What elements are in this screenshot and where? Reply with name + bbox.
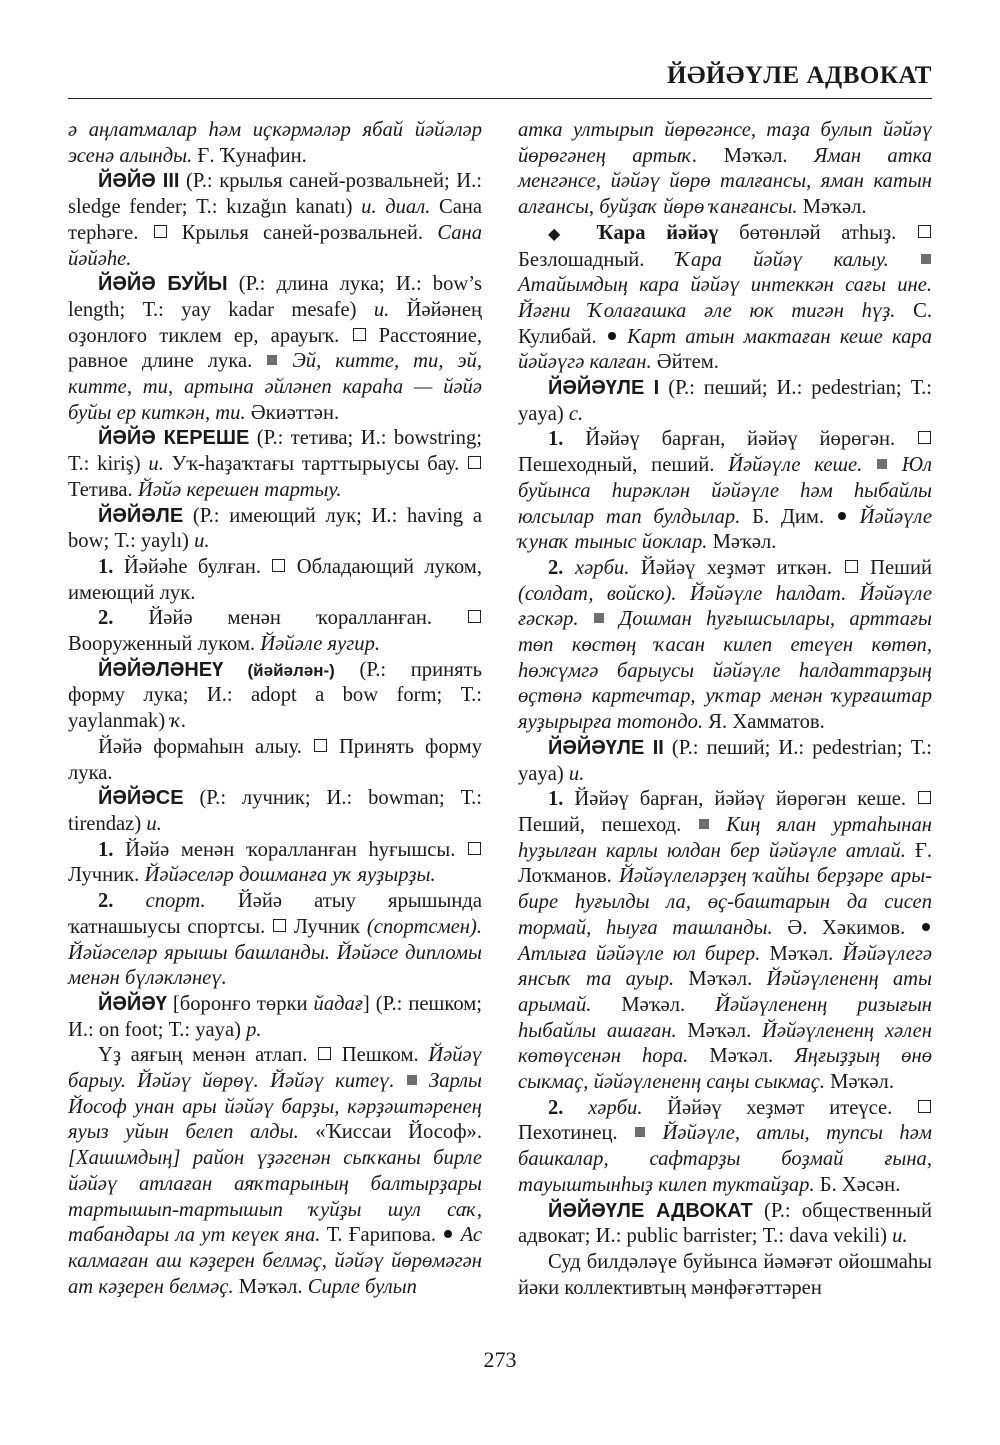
- sense-number: 2.: [548, 556, 564, 579]
- entry-yayau: [68, 992, 482, 1043]
- example-text: Сана йәйәһе.: [68, 221, 482, 270]
- proverb-text: Йәйәүле ҡунаҡ тыныс йоклар.: [518, 505, 933, 554]
- grammar-note: (Р.: пеший; И.: pedestrian; Т.: yaya): [518, 736, 932, 785]
- definition: Уҡ-һаҙаҡтағы тарттырыусы бау.: [163, 453, 467, 476]
- left-column: [68, 118, 482, 1300]
- part-of-speech: и.: [373, 298, 390, 321]
- sense-2: [518, 556, 932, 736]
- citation: Әкиәттән.: [245, 401, 340, 424]
- white-square-icon: [468, 456, 481, 469]
- example-text: Эй, китте, ти, эй, китте, ти, артына әйләнеп караһа — йәйә буйы ер киткән, ти.: [68, 350, 482, 424]
- headword: ЙӘЙӘ III: [98, 170, 180, 193]
- grammar-note: ] (Р.: пешком; И.: on foot; Т.: yaya): [68, 992, 482, 1041]
- headword-stem: (йәйәлән-): [223, 660, 335, 680]
- citation: Мәҡәл.: [697, 144, 814, 167]
- proverb-text: Ас калмаған аш кәҙерен белмәҫ, йәйәү йөрөмәгән ат кәҙерен белмәҫ.: [68, 1224, 482, 1298]
- entry-yayau-definition: [68, 1043, 482, 1300]
- headword: ЙӘЙӘЛӘНЕҮ: [98, 658, 224, 681]
- headword: ЙӘЙӘҮ: [98, 992, 167, 1015]
- running-head: ЙӘЙӘҮЛЕ АДВОКАТ: [667, 62, 932, 89]
- sense-2: [518, 1096, 932, 1199]
- sense-number: 2.: [98, 607, 114, 630]
- entry-yayale: [68, 504, 482, 555]
- definition: бөтөнләй атһыҙ.: [718, 221, 917, 244]
- example-text: Йәйәүлеләрҙең ҡайһы берҙәре ары-бире һуғылды ла, өҫ-баштарын да сисеп тормай, һыуға ташланды.: [518, 865, 932, 939]
- translation: Пешеходный, пеший.: [518, 454, 729, 477]
- citation: Ғ. Лоҡманов.: [518, 839, 932, 888]
- part-of-speech: и.: [892, 1225, 908, 1248]
- citation: Мәҡәл.: [825, 1071, 894, 1094]
- grammar-note: (Р.: тетива; И.: bowstring; Т.: kiriş): [68, 427, 483, 476]
- citation: Я. Хамматов.: [703, 711, 825, 734]
- grammar-note: (Р.: длина лука; И.: bow’s length; Т.: yay kadar mesafe): [68, 273, 483, 321]
- example-text: Юл буйынса һирәклән йәйәүле һәм һыбайлы юлсылар тап булдылар.: [518, 454, 932, 528]
- black-square-icon: [699, 819, 709, 829]
- headword: ЙӘЙӘЛЕ: [98, 504, 184, 527]
- sense-1: [518, 787, 932, 1095]
- translation: Обладающий луком, имеющий лук.: [68, 555, 482, 604]
- entry-yayalaneu-definition: [68, 735, 482, 786]
- white-square-icon: [273, 919, 286, 932]
- headword: ЙӘЙӘСЕ: [98, 787, 184, 810]
- citation: Әйтем.: [651, 351, 719, 374]
- definition: Йәйәү хеҙмәт иткән.: [629, 556, 844, 579]
- definition: Йәйә менән ҡоралланған.: [113, 607, 467, 630]
- example-text: Атайымдың кара йәйәү интеккән сағы ине. Йәғни Ҡолағашка әле юк тигән һүҙ.: [518, 274, 932, 322]
- citation: Мәҡәл.: [760, 942, 843, 965]
- black-dot-icon: [608, 332, 616, 340]
- citation: Б. Дим.: [740, 505, 836, 528]
- citation: Мәҡәл.: [674, 968, 767, 991]
- headword: ЙӘЙӘҮЛЕ АДВОКАТ: [548, 1199, 753, 1222]
- citation: Т. Ғарипова.: [320, 1224, 443, 1247]
- proverb-text: Атлыға йәйәүле юл бирер.: [518, 942, 761, 965]
- proverb-text: Карт атын мактаған кеше кара йәйәүгә калған.: [518, 325, 933, 374]
- proverb-text: атка ултырып йөрөгәнсе, таҙа булып йәйәү йөрөгәнең артыҡ.: [518, 119, 932, 167]
- definition: Йәйә атыу ярышында ҡатнашыусы спортсы.: [68, 890, 482, 938]
- part-of-speech: р.: [246, 1018, 262, 1041]
- entry-yayaule-ii: [518, 736, 932, 787]
- translation: Принять форму лука.: [68, 735, 483, 784]
- etymology: йадағ: [313, 992, 363, 1015]
- example-text: Йәйәү барыу. Йәйәү йөрөү. Йәйәү китеү.: [68, 1044, 482, 1093]
- citation: Ә. Хәкимов.: [772, 916, 920, 939]
- white-square-icon: [272, 559, 285, 572]
- translation: Лучник: [287, 915, 367, 938]
- page-number: 273: [483, 1347, 517, 1372]
- example-text: Ҡара йәйәү калыу.: [675, 248, 921, 271]
- citation: Мәҡәл.: [233, 1275, 308, 1298]
- proverb-text: Йәйәүлененң хәлен көтөүсенән һора.: [518, 1019, 932, 1068]
- white-square-icon: [918, 791, 931, 804]
- entry-yaya-kereshe: [68, 426, 482, 503]
- black-square-icon: [594, 613, 604, 623]
- translation: Крылья саней-розвальней.: [167, 221, 438, 244]
- example-text: Йәйәле яугир.: [260, 633, 381, 656]
- entry-yayaule-i: [518, 376, 932, 427]
- proverb-text: Яман атка менгәнсе, йәйәү йөрө талғансы, яман катын алғансы, буйҙаҡ йөрө ҡанғансы.: [518, 144, 933, 219]
- entry-yayaule-advokat-definition: [518, 1250, 932, 1301]
- usage-label: хәрби.: [563, 1096, 643, 1119]
- definition: Йәйәү хеҙмәт итеүсе.: [642, 1096, 917, 1119]
- sense-1: [68, 555, 482, 606]
- black-square-icon: [407, 1075, 417, 1085]
- white-square-icon: [318, 1047, 331, 1060]
- header-rule: [68, 98, 932, 99]
- grammar-note: (Р.: принять форму лука; И.: adopt a bow form; Т.: yaylanmak): [68, 658, 482, 733]
- definition: Йәйәү барған, йәйәү йөрөгән кеше.: [563, 788, 917, 811]
- part-of-speech: и. диал.: [361, 196, 431, 219]
- white-square-icon: [918, 225, 931, 238]
- citation: Мәҡәл.: [676, 1019, 762, 1042]
- example-text: Йәйәселәр дошманға уҡ яуҙырҙы.: [144, 864, 436, 887]
- part-of-speech: с.: [568, 402, 584, 425]
- grammar-note: [боронғо төрки: [166, 992, 314, 1015]
- translation: Пеший, пешеход.: [518, 813, 698, 836]
- proverb-text: Йәйәүлененң ризығын һыбайлы ашаған.: [518, 993, 932, 1042]
- entry-continuation: [68, 118, 482, 169]
- white-square-icon: [154, 225, 167, 238]
- example-text: Йәйәүле кеше.: [728, 454, 877, 477]
- grammar-note: (Р.: пеший; И.: pedestrian; Т.: yaya): [518, 377, 932, 425]
- headword: ЙӘЙӘҮЛЕ I: [548, 377, 660, 400]
- white-square-icon: [468, 610, 481, 623]
- black-dot-icon: [838, 512, 846, 520]
- entry-yayase: [68, 786, 482, 837]
- citation: Мәҡәл.: [707, 531, 777, 554]
- definition: Йәйәһе булған.: [113, 555, 272, 578]
- definition: Йәйәнең оҙонлоғо тиклем ер, арауыҡ.: [68, 298, 482, 347]
- proverb-text: Яңғыҙҙың өнө сыкмаҫ, йәйәүлененң саңы сыкмаҫ.: [518, 1045, 932, 1094]
- translation: Безлошадный.: [518, 248, 676, 271]
- sense-2: [68, 889, 482, 992]
- citation: «Ҡиссаи Йософ».: [298, 1121, 482, 1144]
- white-square-icon: [918, 1100, 931, 1113]
- translation: Пешком.: [332, 1044, 429, 1067]
- entry-yaya-iii: [68, 169, 482, 272]
- citation: С. Кулибай.: [518, 299, 932, 348]
- translation: Пеший: [858, 556, 933, 579]
- black-square-icon: [877, 459, 887, 469]
- sense-2: [68, 606, 482, 657]
- phrase-kara-yayau: [518, 221, 932, 376]
- proverb-text: Йәйәүлегә янсыҡ та ауыр.: [518, 942, 933, 991]
- proverb-text: Йәйәүлененң аты арымай.: [518, 968, 933, 1016]
- sense-number: 2.: [548, 1096, 564, 1119]
- definition: Сана терһәге.: [68, 196, 483, 244]
- part-of-speech: и.: [148, 453, 164, 476]
- definition: Йәйәү барған, йәйәү йөрөгән.: [563, 428, 917, 451]
- example-text: Йәйә керешен тартыу.: [137, 478, 342, 501]
- black-square-icon: [921, 254, 931, 264]
- definition: Үҙ аяғың менән атлап.: [98, 1044, 318, 1067]
- black-square-icon: [267, 355, 277, 365]
- sense-1: [68, 838, 482, 889]
- usage-label: спорт.: [113, 890, 206, 913]
- part-of-speech: и.: [146, 812, 162, 835]
- white-square-icon: [353, 328, 366, 341]
- citation: Мәҡәл.: [797, 196, 867, 219]
- sense-number: 1.: [98, 555, 114, 578]
- entry-yayaule-advokat: [518, 1199, 932, 1250]
- black-dot-icon: [444, 1230, 452, 1238]
- grammar-note: (Р.: имеющий лук; И.: having a bow; Т.: yaylı): [68, 504, 482, 553]
- sense-number: 1.: [548, 788, 564, 811]
- translation-note: (спортсмен).: [366, 915, 483, 938]
- headword: ЙӘЙӘ КЕРЕШЕ: [98, 427, 250, 450]
- entry-yaya-buyy: [68, 272, 482, 426]
- part-of-speech: ҡ.: [170, 710, 187, 733]
- sense-number: 1.: [548, 428, 564, 451]
- translation: Лучник.: [68, 864, 145, 887]
- citation: Ғ. Ҡунафин.: [192, 144, 307, 167]
- translation: Вооруженный луком.: [68, 633, 261, 656]
- part-of-speech: и.: [194, 530, 210, 553]
- headword: ЙӘЙӘҮЛЕ II: [548, 736, 664, 759]
- entry-continuation: [518, 118, 932, 221]
- example-text: Дошман һуғышсылары, арттағы төп көстөң ҡасан килеп етеүен көтөп, һөжүмгә барыусы йәйәүле һалдаттарҙың өҫтөнә картечтар, уҡтар менән ҡурғаштар яуҙырырға тотондо.: [518, 608, 932, 734]
- example-text: Йәйәүле һалдат. Йәйәүле ғәскәр.: [518, 582, 933, 631]
- usage-label: хәрби.: [563, 556, 630, 579]
- phrase-headword: Ҡара йәйәү: [596, 221, 719, 244]
- citation: Мәҡәл.: [591, 993, 716, 1016]
- white-square-icon: [845, 560, 858, 573]
- sense-number: 1.: [98, 838, 114, 861]
- entry-yayalaneu: [68, 658, 482, 735]
- definition: Йәйә менән ҡоралланған һуғышсы.: [113, 838, 467, 861]
- part-of-speech: и.: [568, 762, 585, 785]
- black-square-icon: [635, 1127, 645, 1137]
- translation: Расстояние, равное длине лука.: [68, 324, 482, 373]
- example-text: [Хашимдың] район үҙәгенән сыҡканы бирле йәйәү атлаған аяҡтарының балтырҙары тартышып-тартышып ҡуйҙы шул саҡ, табандары ла ут кеүек яна.: [68, 1147, 482, 1247]
- sense-1: [518, 427, 932, 556]
- example-text: Зарлы Йософ унан ары йәйәү барҙы, кәрҙәштәренең яуыз уйын белеп алды.: [68, 1070, 482, 1144]
- definition: Суд билдәләүе буйынса йәмәғәт ойошмаһы йәки коллективтың мәнфәғәттәрен: [518, 1250, 932, 1299]
- translation: Тетива.: [68, 478, 138, 501]
- grammar-note: (Р.: крылья саней-розвальней; И.: sledge fender; Т.: kızağın kanatı): [68, 170, 482, 219]
- example-text: Йәйәүле, атлы, тупсы һәм башкалар, сафтарҙы боҙмай ғына, тауыштынһыҙ килеп туктайҙар.: [518, 1122, 932, 1196]
- sense-number: 2.: [98, 890, 114, 913]
- white-square-icon: [314, 739, 327, 752]
- grammar-note: (Р.: лучник; И.: bowman; Т.: tirendaz): [68, 787, 482, 835]
- translation-note: (солдат, войско).: [518, 582, 677, 605]
- black-dot-icon: [922, 923, 930, 931]
- grammar-note: (Р.: общественный адвокат; И.: public barrister; Т.: dava vekili): [518, 1199, 932, 1248]
- citation: Мәҡәл.: [688, 1045, 795, 1068]
- right-column: [518, 118, 932, 1301]
- white-square-icon: [918, 431, 931, 444]
- definition: Йәйә формаһын алыу.: [98, 735, 313, 758]
- example-text: Йәйәселәр ярышы башланды. Йәйәсе дипломы менән бүләкләнеү.: [68, 941, 482, 990]
- example-text: Сирле булып: [307, 1275, 417, 1298]
- white-square-icon: [468, 842, 481, 855]
- black-diamond-icon: ◆: [548, 225, 576, 243]
- example-text: Киң ялан уртаһынан һуҙылған карлы юлдан бер йәйәүле атлай.: [518, 813, 932, 862]
- translation: Пехотинец.: [518, 1122, 635, 1145]
- citation: Б. Хәсән.: [814, 1173, 901, 1196]
- example-text: ә аңлатмалар һәм иҫкәрмәләр ябай йәйәләр эсенә алынды.: [68, 119, 482, 167]
- headword: ЙӘЙӘ БУЙЫ: [98, 273, 228, 296]
